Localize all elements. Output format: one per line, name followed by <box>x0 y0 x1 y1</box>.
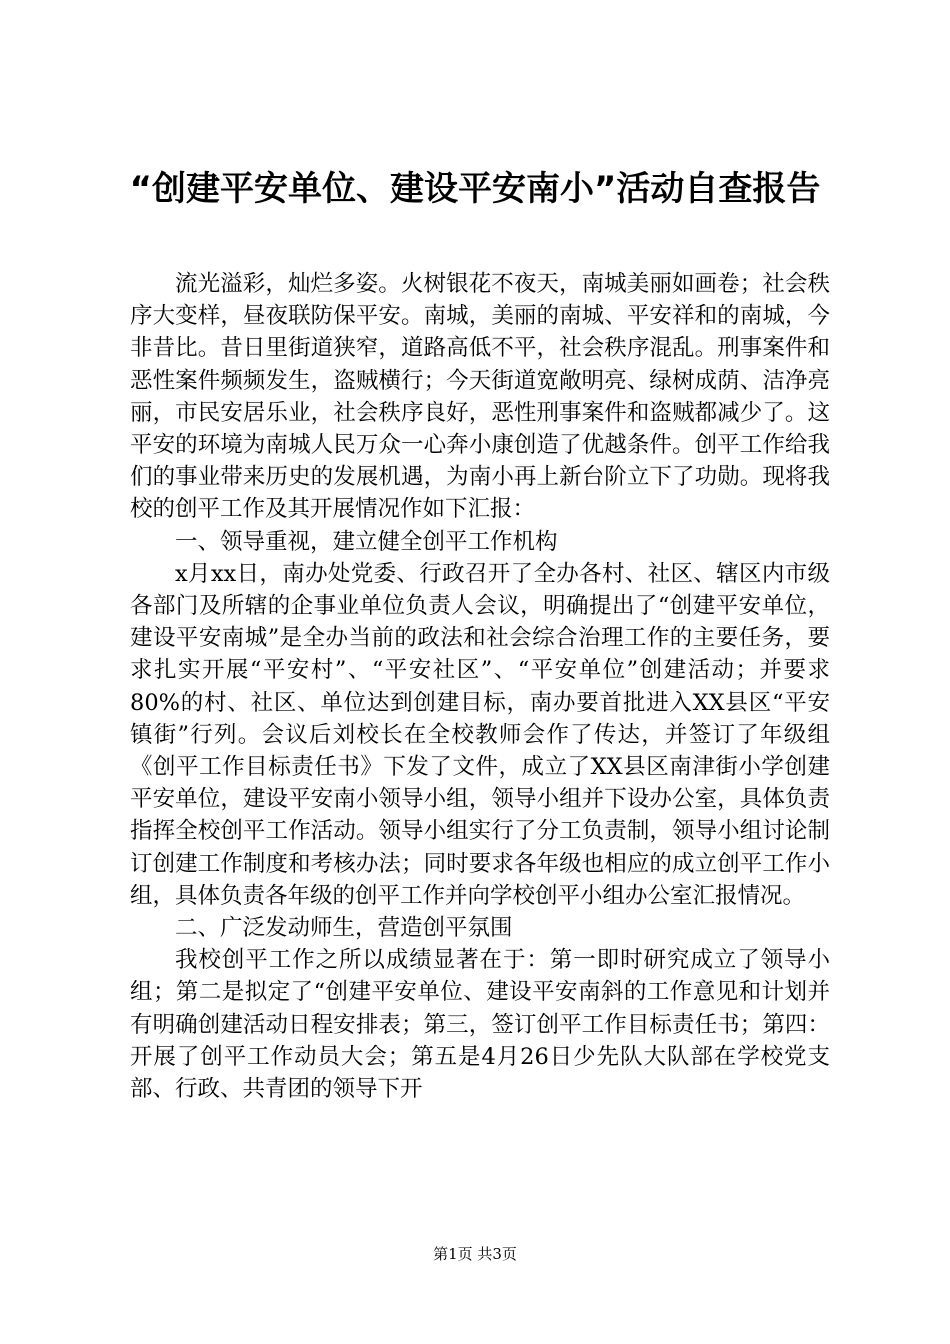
section-heading-1: 一、领导重视，建立健全创平工作机构 <box>175 528 558 555</box>
page-number-footer: 第1页 共3页 <box>433 1245 517 1263</box>
paragraph-intro: 流光溢彩，灿烂多姿。火树银花不夜天，南城美丽如画卷；社会秩序大变样，昼夜联防保平安。南城，美丽的南城、平安祥和的南城，今非昔比。昔日里街道狭窄，道路高低不平，社会秩序混乱。刑事案件和恶性案件频频发生，盗贼横行；今天街道宽敞明亮、绿树成荫、洁净亮丽，市民安居乐业，社会秩序良好，恶性刑事案件和盗贼都减少了。这平安的环境为南城人民万众一心奔小康创造了优越条件。创平工作给我们的事业带来历史的发展机遇，为南小再上新台阶立下了功勋。现将我校的创平工作及其开展情况作如下汇报： <box>130 271 830 523</box>
section-heading-2: 二、广泛发动师生，营造创平氛围 <box>175 915 513 942</box>
document-title: “创建平安单位、建设平安南小”活动自查报告 <box>129 169 821 209</box>
paragraph-section-1: x月xx日，南办处党委、行政召开了全办各村、社区、辖区内市级各部门及所辖的企事业单位负责人会议，明确提出了“创建平安单位，建设平安南城”是全办当前的政法和社会综合治理工作的主要任务，要求扎实开展“平安村”、“平安社区”、“平安单位”创建活动；并要求80%的村、社区、单位达到创建目标，南办要首批进入XX县区“平安镇街”行列。会议后刘校长在全校教师会作了传达，并签订了年级组《创平工作目标责任书》下发了文件，成立了XX县区南津街小学创建平安单位，建设平安南小领导小组，领导小组并下设办公室，具体负责指挥全校创平工作活动。领导小组实行了分工负责制，领导小组讨论制订创建工作制度和考核办法；同时要求各年级也相应的成立创平工作小组，具体负责各年级的创平工作并向学校创平小组办公室汇报情况。 <box>130 560 830 909</box>
paragraph-section-2: 我校创平工作之所以成绩显著在于：第一即时研究成立了领导小组；第二是拟定了“创建平安单位、建设平安南斜的工作意见和计划并有明确创建活动日程安排表；第三，签订创平工作目标责任书；第四：开展了创平工作动员大会；第五是4月26日少先队大队部在学校党支部、行政、共青团的领导下开 <box>130 947 830 1103</box>
document-body <box>130 268 830 1105</box>
